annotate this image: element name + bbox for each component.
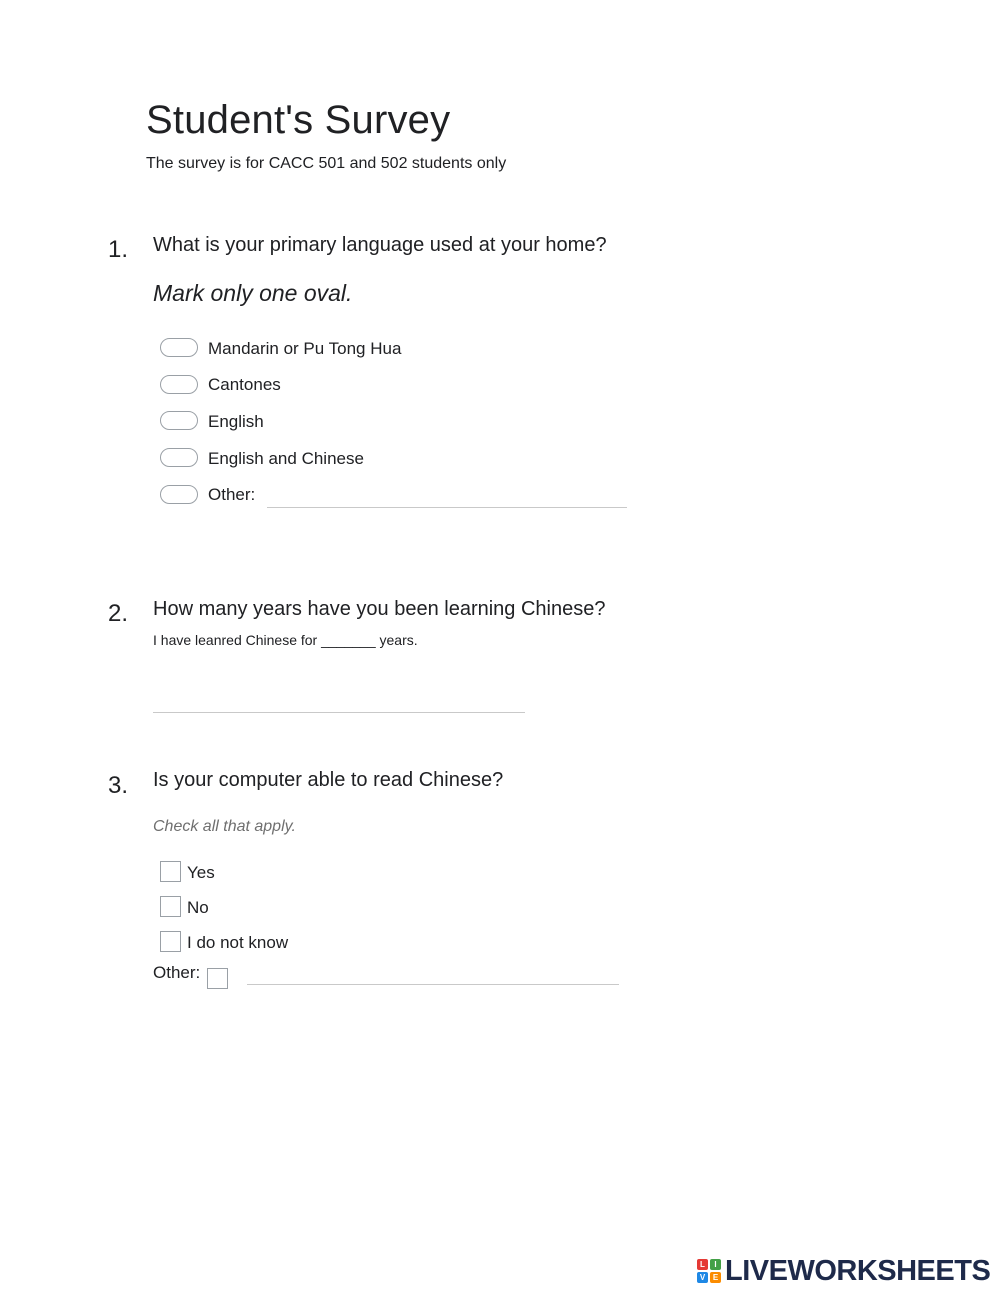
q1-oval-other[interactable]	[160, 485, 198, 504]
q1-option-label: Cantones	[208, 375, 281, 394]
logo-block: L	[697, 1259, 708, 1270]
q1-instruction: Mark only one oval.	[153, 280, 353, 306]
q1-oval-english[interactable]	[160, 411, 198, 430]
q1-oval-mandarin[interactable]	[160, 338, 198, 357]
q1-oval-cantones[interactable]	[160, 375, 198, 394]
q1-option-label: English and Chinese	[208, 449, 364, 468]
q3-other-label: Other:	[153, 963, 201, 982]
logo-text: LIVEWORKSHEETS	[725, 1254, 991, 1287]
q1-option-label: Other:	[208, 485, 256, 504]
q3-option-label: I do not know	[187, 933, 289, 952]
q1-oval-english-chinese[interactable]	[160, 448, 198, 467]
q1-question: What is your primary language used at your home?	[153, 234, 607, 256]
q1-other-input-line[interactable]	[267, 507, 627, 508]
q3-option-label: No	[187, 898, 209, 917]
logo-block: V	[697, 1272, 708, 1283]
q3-checkbox-other[interactable]	[207, 968, 228, 989]
q2-answer-line[interactable]	[153, 712, 525, 713]
logo-blocks-icon	[697, 1259, 721, 1283]
q1-option-label: Mandarin or Pu Tong Hua	[208, 339, 402, 358]
q3-checkbox-do-not-know[interactable]	[160, 931, 181, 952]
page-title: Student's Survey	[146, 98, 451, 142]
q3-checkbox-yes[interactable]	[160, 861, 181, 882]
q2-number: 2.	[108, 600, 129, 627]
q3-option-label: Yes	[187, 863, 215, 882]
q1-number: 1.	[108, 236, 129, 263]
page-subtitle: The survey is for CACC 501 and 502 students only	[146, 155, 507, 172]
q3-question: Is your computer able to read Chinese?	[153, 769, 504, 791]
q2-note: I have leanred Chinese for _______ years.	[153, 632, 418, 648]
logo-block: I	[710, 1259, 721, 1270]
q3-checkbox-no[interactable]	[160, 896, 181, 917]
logo-block: E	[710, 1272, 721, 1283]
q3-instruction: Check all that apply.	[153, 818, 296, 835]
q2-question: How many years have you been learning Chinese?	[153, 598, 606, 620]
q3-other-input-line[interactable]	[247, 984, 619, 985]
q1-option-label: English	[208, 412, 264, 431]
liveworksheets-logo	[697, 1256, 990, 1286]
q3-number: 3.	[108, 772, 129, 799]
